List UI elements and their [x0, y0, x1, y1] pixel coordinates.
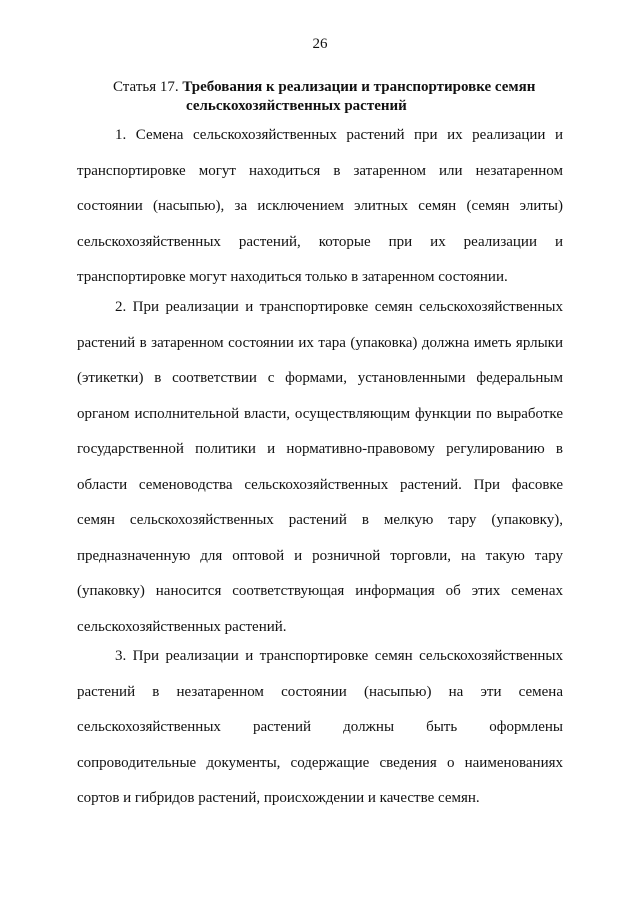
- paragraph-2: [77, 290, 563, 645]
- paragraph-1: [77, 118, 563, 296]
- paragraph-line: области семеноводства сельскохозяйственных растений. При фасовке: [77, 476, 563, 493]
- paragraph-line: транспортировке могут находиться только в затаренном состоянии.: [77, 269, 508, 285]
- article-heading: [113, 78, 573, 116]
- paragraph-line: государственной политики и нормативно-правовому регулированию в: [77, 441, 563, 457]
- paragraph-line: органом исполнительной власти, осуществляющим функции по выработке: [77, 405, 563, 422]
- paragraph-line: семян сельскохозяйственных растений в мелкую тару (упаковку),: [77, 512, 563, 528]
- article-label: Статья 17.: [113, 79, 183, 95]
- paragraph-line: 1. Семена сельскохозяйственных растений при их реализации и: [115, 127, 563, 143]
- paragraph-line: сортов и гибридов растений, происхождении и качестве семян.: [77, 790, 480, 806]
- paragraph-line: (этикетки) в соответствии с формами, установленными федеральным: [77, 370, 563, 386]
- paragraph-line: транспортировке могут находиться в затаренном или незатаренном: [77, 162, 563, 179]
- paragraph-line: состоянии (насыпью), за исключением элитных семян (семян элиты): [77, 198, 563, 214]
- paragraph-line: 2. При реализации и транспортировке семян сельскохозяйственных: [115, 299, 563, 315]
- article-title-line-2: сельскохозяйственных растений: [186, 98, 407, 114]
- paragraph-line: сельскохозяйственных растений.: [77, 618, 287, 635]
- article-title-line-1: Требования к реализации и транспортировке семян: [182, 79, 536, 95]
- paragraph-line: 3. При реализации и транспортировке семян сельскохозяйственных: [115, 648, 563, 664]
- paragraph-line: растений в незатаренном состоянии (насыпью) на эти семена: [77, 683, 563, 700]
- paragraph-line: сельскохозяйственных растений должны быть оформлены: [77, 719, 563, 735]
- paragraph-line: сельскохозяйственных растений, которые при их реализации и: [77, 233, 563, 250]
- paragraph-line: предназначенную для оптовой и розничной торговли, на такую тару: [77, 547, 563, 564]
- paragraph-line: сопроводительные документы, содержащие сведения о наименованиях: [77, 754, 563, 771]
- paragraph-3: [77, 639, 563, 817]
- page-number: 26: [312, 36, 328, 52]
- paragraph-line: (упаковку) наносится соответствующая информация об этих семенах: [77, 583, 563, 599]
- paragraph-line: растений в затаренном состоянии их тара (упаковка) должна иметь ярлыки: [77, 334, 563, 351]
